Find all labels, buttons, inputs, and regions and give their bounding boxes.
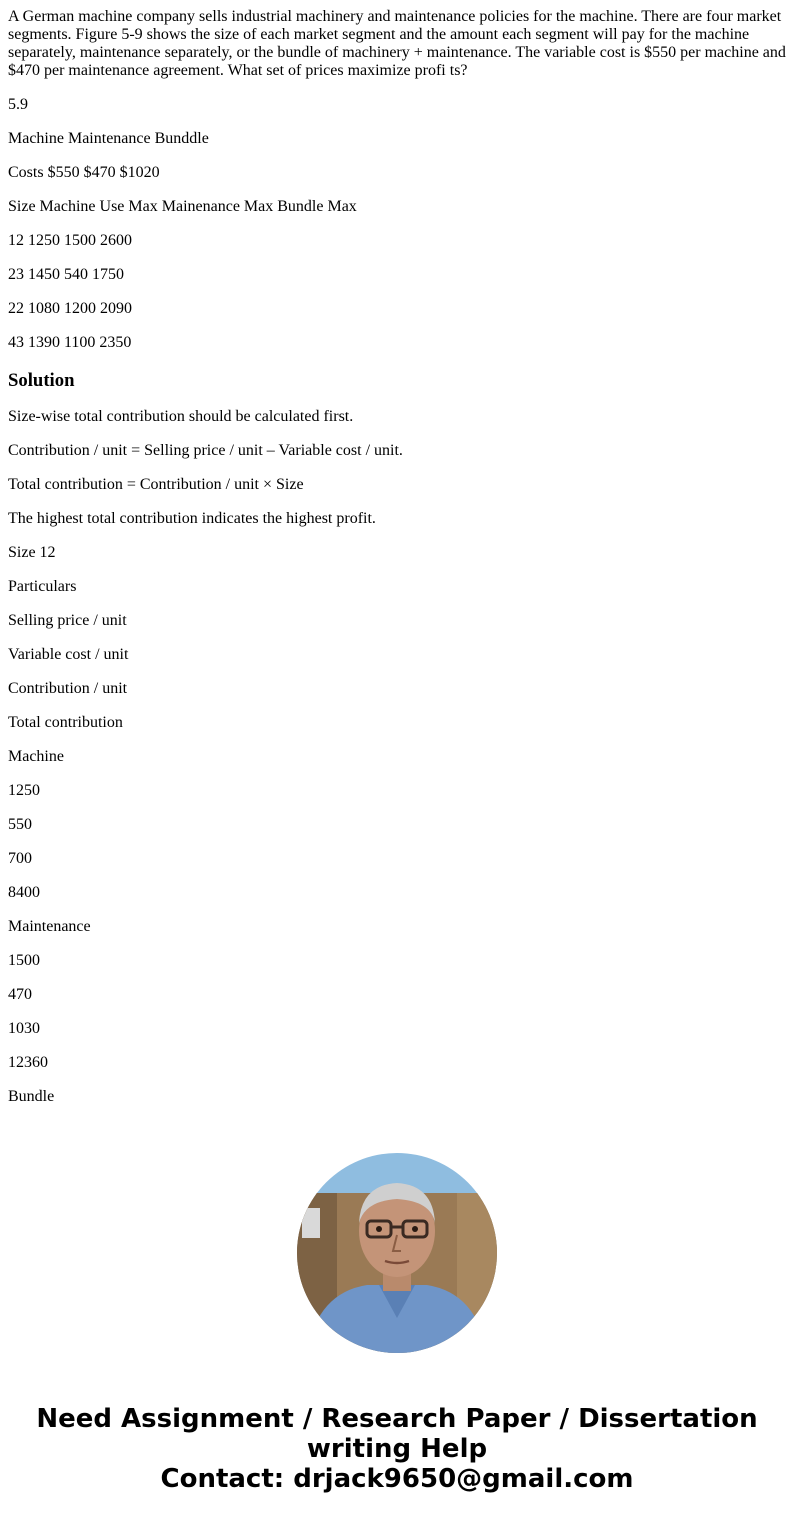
segment-row: 12 1250 1500 2600 — [8, 232, 132, 249]
solution-intro-line: Size-wise total contribution should be calculated first. — [8, 408, 354, 425]
machine-label: Machine — [8, 748, 64, 765]
segment-row: 23 1450 540 1750 — [8, 266, 124, 283]
particulars-item: Selling price / unit — [8, 612, 127, 629]
promo-line: Need Assignment / Research Paper / Dissertation — [36, 1404, 758, 1434]
maintenance-label: Maintenance — [8, 918, 91, 935]
costs-row: Costs $550 $470 $1020 — [8, 164, 160, 181]
machine-value: 8400 — [8, 884, 40, 901]
avatar-portrait — [297, 1153, 497, 1353]
figure-reference: 5.9 — [8, 96, 28, 113]
solution-heading: Solution — [8, 370, 75, 391]
maintenance-value: 12360 — [8, 1054, 48, 1071]
promo-contact: Contact: drjack9650@gmail.com — [160, 1464, 634, 1494]
particulars-item: Total contribution — [8, 714, 123, 731]
solution-intro-line: Contribution / unit = Selling price / unit – Variable cost / unit. — [8, 442, 403, 459]
machine-value: 550 — [8, 816, 32, 833]
promo-line: writing Help — [306, 1434, 488, 1464]
particulars-item: Variable cost / unit — [8, 646, 129, 663]
promo-banner — [0, 1404, 794, 1494]
solution-intro-line: The highest total contribution indicates the highest profit. — [8, 510, 376, 527]
maintenance-value: 1030 — [8, 1020, 40, 1037]
segment-row: 43 1390 1100 2350 — [8, 334, 132, 351]
maintenance-value: 1500 — [8, 952, 40, 969]
tutor-avatar — [297, 1153, 497, 1353]
table-header-row: Machine Maintenance Bunddle — [8, 130, 209, 147]
particulars-item: Contribution / unit — [8, 680, 128, 697]
size-label: Size 12 — [8, 544, 56, 561]
bundle-label: Bundle — [8, 1088, 55, 1105]
maintenance-value: 470 — [8, 986, 32, 1003]
machine-value: 1250 — [8, 782, 40, 799]
columns-row: Size Machine Use Max Mainenance Max Bundle Max — [8, 198, 357, 215]
segment-row: 22 1080 1200 2090 — [8, 300, 132, 317]
document-body — [8, 8, 790, 1122]
solution-intro-line: Total contribution = Contribution / unit × Size — [8, 476, 304, 493]
particulars-header: Particulars — [8, 578, 77, 595]
machine-value: 700 — [8, 850, 32, 867]
question-text: A German machine company sells industrial machinery and maintenance policies for the machine. There are four market segments. Figure 5-9 shows the size of each market segment and the amount each segment will pay for the machine separately, maintenance separately, or the bundle of machinery + maintenance. The variable cost is $550 per machine and $470 per maintenance agreement. What set of prices maximize profi ts? — [8, 8, 786, 79]
